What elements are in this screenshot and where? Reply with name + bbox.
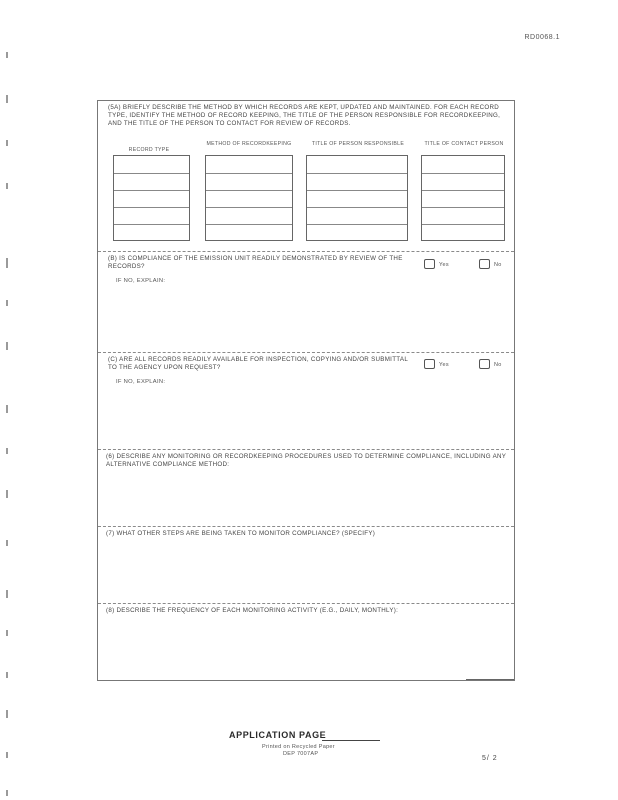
- section-8-question: (8) DESCRIBE THE FREQUENCY OF EACH MONITORING ACTIVITY (E.G., DAILY, MONTHLY):: [106, 607, 399, 614]
- section-b-question: (B) IS COMPLIANCE OF THE EMISSION UNIT READILY DEMONSTRATED BY REVIEW OF THE RECORDS?: [108, 255, 403, 270]
- document-id: RD0068.1: [524, 34, 560, 41]
- contact-person-column[interactable]: [421, 155, 505, 241]
- section-b-if-no: IF NO, EXPLAIN:: [116, 278, 166, 284]
- col-record-type: RECORD TYPE: [128, 147, 170, 153]
- section-7: [98, 526, 514, 603]
- section-c-yes-label: Yes: [439, 362, 449, 368]
- section-b-yes-label: Yes: [439, 262, 449, 268]
- method-column[interactable]: [205, 155, 293, 241]
- footer-title: APPLICATION PAGE: [229, 730, 327, 740]
- col-person-responsible: TITLE OF PERSON RESPONSIBLE: [311, 141, 405, 147]
- records-question: (5A) BRIEFLY DESCRIBE THE METHOD BY WHICH RECORDS ARE KEPT, UPDATED AND MAINTAINED. FOR EACH RECORD TYPE, IDENTIFY THE METHOD OF RECORD KEEPING, THE TITLE OF THE PERSON RESPONSIBLE FOR RECORDKEEPING, AND THE TITLE OF THE PERSON TO CONTACT FOR REVIEW OF RECORDS.: [108, 104, 501, 127]
- bottom-right-rule: [466, 679, 514, 680]
- footer-recycled: Printed on Recycled Paper: [262, 744, 335, 750]
- section-c-no-label: No: [494, 362, 502, 368]
- person-responsible-column[interactable]: [306, 155, 408, 241]
- application-form: [97, 100, 515, 681]
- section-c: [98, 352, 514, 449]
- section-8: [98, 603, 514, 682]
- page-number: 5/ 2: [482, 755, 498, 762]
- section-c-no-checkbox[interactable]: [479, 359, 490, 369]
- section-b: [98, 251, 514, 352]
- col-contact-person: TITLE OF CONTACT PERSON: [424, 141, 504, 147]
- section-6-question: (6) DESCRIBE ANY MONITORING OR RECORDKEEPING PROCEDURES USED TO DETERMINE COMPLIANCE, INCLUDING ANY ALTERNATIVE COMPLIANCE METHOD:: [106, 453, 507, 468]
- footer-rule: [322, 740, 380, 741]
- section-7-question: (7) WHAT OTHER STEPS ARE BEING TAKEN TO MONITOR COMPLIANCE? (SPECIFY): [106, 530, 376, 537]
- section-c-question: (C) ARE ALL RECORDS READILY AVAILABLE FOR INSPECTION, COPYING AND/OR SUBMITTAL TO THE AGENCY UPON REQUEST?: [108, 356, 408, 371]
- section-c-yes-checkbox[interactable]: [424, 359, 435, 369]
- section-c-if-no: IF NO, EXPLAIN:: [116, 379, 166, 385]
- footer-form-number: DEP 7007AP: [283, 751, 319, 757]
- section-6: [98, 449, 514, 526]
- col-method: METHOD OF RECORDKEEPING: [206, 141, 292, 147]
- section-b-yes-checkbox[interactable]: [424, 259, 435, 269]
- section-b-no-label: No: [494, 262, 502, 268]
- record-type-column[interactable]: [113, 155, 190, 241]
- section-b-no-checkbox[interactable]: [479, 259, 490, 269]
